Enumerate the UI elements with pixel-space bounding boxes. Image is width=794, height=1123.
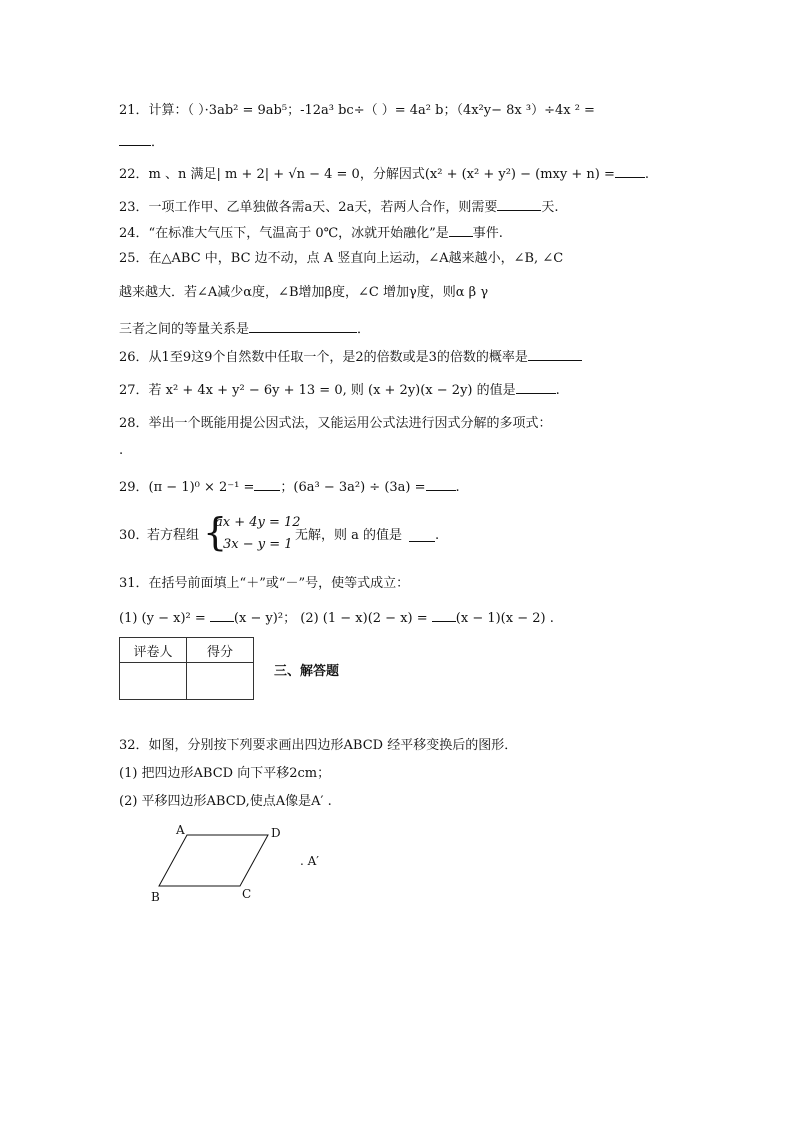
question-text: 如图，分别按下列要求画出四边形ABCD 经平移变换后的图形．: [148, 738, 518, 753]
question-text: ．: [357, 322, 371, 337]
question-31-parts: [119, 609, 554, 627]
answer-blank[interactable]: [210, 609, 234, 622]
question-24: [119, 224, 503, 242]
question-text: .: [555, 383, 560, 398]
question-number: 22．: [119, 167, 149, 182]
question-29: [119, 478, 460, 496]
part-1-text: (1) (y − x)² =: [119, 611, 206, 626]
question-text: m 、n 满足| m + 2| + √n − 4 = 0，分解因式(x² + (x² + y²) − (mxy + n) =: [148, 167, 615, 182]
question-text: 若 x² + 4x + y² − 6y + 13 = 0, 则 (x + 2y)(x − 2y) 的值是: [148, 383, 516, 398]
question-number: 21．: [119, 103, 149, 118]
question-27: [119, 381, 560, 399]
answer-blank[interactable]: [254, 478, 280, 491]
question-text: ；(6a³ − 3a²) ÷ (3a) =: [280, 480, 426, 495]
part-2-text: (2) (1 − x)(2 − x) =: [300, 611, 428, 626]
question-text: (π − 1)⁰ × 2⁻¹ =: [148, 480, 255, 495]
score-cell[interactable]: [187, 663, 254, 700]
answer-blank[interactable]: [426, 478, 456, 491]
question-text: .: [435, 528, 440, 543]
brace-icon: {: [203, 510, 228, 554]
question-text: 三者之间的等量关系是: [119, 322, 250, 337]
answer-blank[interactable]: [249, 320, 357, 333]
question-number: 29．: [119, 480, 149, 495]
answer-blank[interactable]: [409, 529, 435, 542]
question-text: “在标准大气压下，气温高于 0℃，冰就开始融化”是: [148, 226, 449, 241]
question-text: 举出一个既能用提公因式法，又能运用公式法进行因式分解的多项式：: [148, 416, 552, 431]
vertex-label-a: A: [176, 823, 185, 837]
question-text: 一项工作甲、乙单独做各需a天、2a天，若两人合作，则需要: [148, 200, 498, 215]
grader-cell[interactable]: [120, 663, 187, 700]
grader-header: 评卷人: [120, 638, 187, 663]
vertex-label-c: C: [242, 887, 252, 901]
question-32: [119, 738, 517, 754]
grader-table: [119, 637, 254, 700]
question-text: 若方程组: [147, 528, 200, 543]
question-text: 无解，则 a 的值是: [295, 528, 403, 543]
question-number: 24．: [119, 226, 149, 241]
question-25-line-2: [119, 285, 488, 301]
question-22: [119, 165, 649, 183]
answer-blank[interactable]: [449, 224, 473, 237]
question-text: (2) 平移四边形ABCD,使点A像是A′ .: [119, 794, 332, 809]
question-25-line-3: [119, 320, 370, 338]
question-text: 从1至9这9个自然数中任取一个，是2的倍数或是3的倍数的概率是: [148, 350, 528, 365]
question-number: 32．: [119, 738, 149, 753]
section-heading: 三、解答题: [274, 664, 340, 679]
score-header: 得分: [187, 638, 254, 663]
question-number: 27．: [119, 383, 149, 398]
answer-blank[interactable]: [497, 198, 541, 211]
question-21-answer-line: [119, 133, 164, 151]
question-text: 天.: [541, 200, 559, 215]
question-number: 25．: [119, 251, 149, 266]
equation-2: 3x − y = 1: [223, 537, 293, 552]
question-text: ．: [151, 135, 165, 150]
question-25-line-1: [119, 251, 563, 267]
point-a-prime: . A′: [300, 854, 320, 868]
question-text: 越来越大．若∠A减少α度，∠B增加β度，∠C 增加γ度，则α β γ: [119, 285, 489, 300]
part-1-text: (x − y)²；: [233, 611, 297, 626]
question-28: [119, 416, 552, 432]
question-text: 在括号前面填上“＋”或“－”号，使等式成立：: [148, 576, 410, 591]
question-text: 事件.: [472, 226, 503, 241]
question-number: 23．: [119, 200, 149, 215]
answer-blank[interactable]: [615, 165, 645, 178]
question-text: .: [644, 167, 649, 182]
answer-blank[interactable]: [432, 609, 456, 622]
answer-dot[interactable]: .: [119, 443, 124, 458]
vertex-label-d: D: [271, 826, 281, 840]
question-number: 28．: [119, 416, 149, 431]
question-text: 在△ABC 中，BC 边不动，点 A 竖直向上运动，∠A越来越小，∠B, ∠C: [148, 251, 564, 266]
question-number: 26．: [119, 350, 149, 365]
answer-blank[interactable]: [528, 348, 582, 361]
question-number: 30．: [119, 528, 149, 543]
question-31: [119, 576, 409, 592]
equation-1: ax + 4y = 12: [215, 515, 301, 530]
question-32-part-1: [119, 766, 330, 782]
question-text: 计算：（ ）·3ab² = 9ab⁵；-12a³ bc÷（ ）= 4a² b；（4x²y− 8x ³）÷4x ² =: [148, 103, 595, 118]
question-text: .: [455, 480, 460, 495]
answer-blank[interactable]: [119, 133, 151, 146]
question-23: [119, 198, 558, 216]
parallelogram-abcd: [159, 835, 268, 886]
vertex-label-b: B: [151, 890, 160, 904]
question-number: 31．: [119, 576, 149, 591]
question-28-answer-line: [119, 443, 123, 459]
question-text: (1) 把四边形ABCD 向下平移2cm；: [119, 766, 331, 781]
question-21: [119, 103, 595, 119]
answer-blank[interactable]: [516, 381, 556, 394]
part-2-text: (x − 1)(x − 2) .: [455, 611, 554, 626]
question-32-part-2: [119, 794, 332, 810]
question-26: [119, 348, 582, 366]
